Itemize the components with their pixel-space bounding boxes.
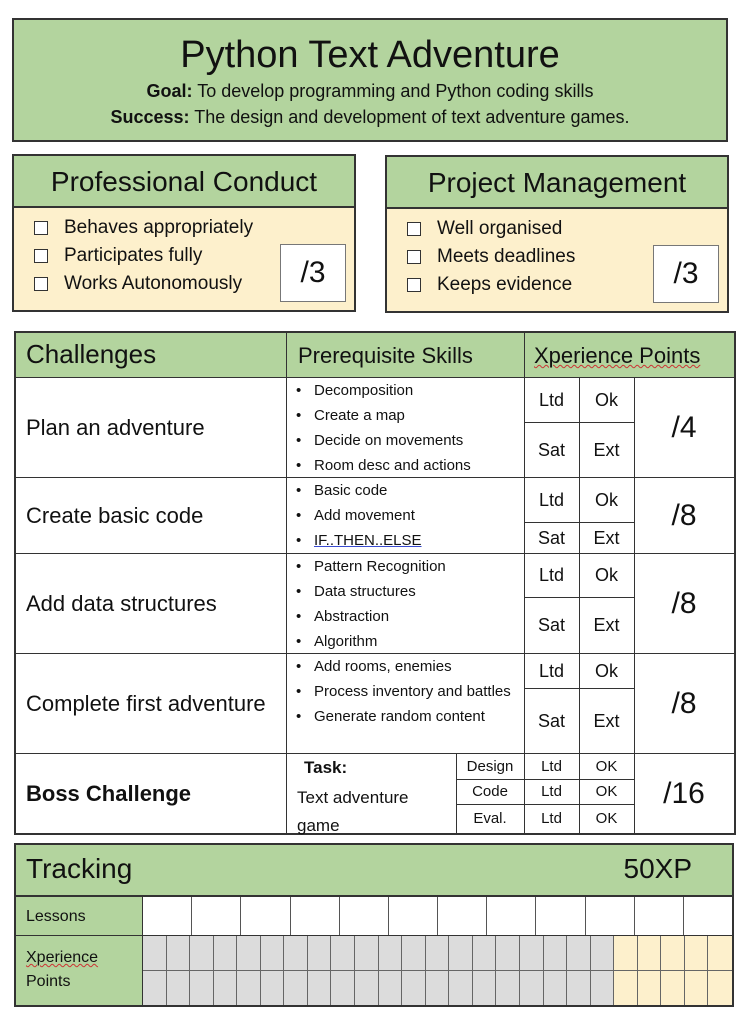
xp-cell[interactable] <box>214 971 238 1006</box>
checkbox-icon[interactable] <box>407 278 421 292</box>
skills-list: • Add rooms, enemies • Process inventory and battles • Generate random content <box>290 654 526 729</box>
xp-cell[interactable] <box>237 971 261 1006</box>
xp-cell[interactable] <box>379 971 403 1006</box>
xp-cell[interactable] <box>167 936 191 971</box>
xp-cell[interactable] <box>284 936 308 971</box>
xp-cell[interactable] <box>261 936 285 971</box>
xp-cell[interactable] <box>567 971 591 1006</box>
professional-conduct-title: Professional Conduct <box>14 156 354 208</box>
tracking-panel <box>14 843 734 1007</box>
xp-row <box>16 936 732 1005</box>
boss-challenge-name: Boss Challenge <box>26 780 192 806</box>
xp-cell[interactable] <box>685 971 709 1006</box>
lesson-cell[interactable] <box>438 897 487 935</box>
tracking-header <box>16 845 732 897</box>
success-text: The design and development of text adventure games. <box>189 107 630 127</box>
management-score-box[interactable]: /3 <box>653 245 719 303</box>
xp-label-line2: Points <box>26 973 71 990</box>
lesson-cell[interactable] <box>340 897 389 935</box>
grade-ltd[interactable]: Ltd <box>538 660 565 681</box>
xp-cell[interactable] <box>708 971 732 1006</box>
challenge-name: Add data structures <box>26 590 217 616</box>
boss-points: /16 <box>663 776 705 810</box>
table-header-row <box>16 333 734 378</box>
xp-cell[interactable] <box>638 971 662 1006</box>
challenge-points: /4 <box>671 411 697 444</box>
xp-cell[interactable] <box>473 936 497 971</box>
xp-cell[interactable] <box>379 936 403 971</box>
boss-row <box>16 754 734 833</box>
skills-list: • Decomposition • Create a map • Decide on movements • Room desc and actions <box>290 378 526 478</box>
xp-cell[interactable] <box>544 936 568 971</box>
xp-cell[interactable] <box>261 971 285 1006</box>
challenge-name: Plan an adventure <box>26 414 205 440</box>
skills-list: • Basic code • Add movement • IF..THEN..ELSE <box>290 478 526 553</box>
xp-cell[interactable] <box>544 971 568 1006</box>
header-panel <box>12 18 728 142</box>
grade-sat[interactable]: Sat <box>537 615 566 635</box>
xp-label <box>16 936 143 1005</box>
professional-conduct-panel <box>12 154 356 312</box>
xp-cell[interactable] <box>591 936 615 971</box>
xp-cell[interactable] <box>284 971 308 1006</box>
grade-ok[interactable]: Ok <box>594 565 618 585</box>
boss-grade-ok[interactable]: OK <box>595 810 618 827</box>
xp-cell[interactable] <box>355 936 379 971</box>
xp-cell[interactable] <box>449 971 473 1006</box>
checkbox-icon[interactable] <box>34 277 48 291</box>
xp-cell[interactable] <box>426 971 450 1006</box>
grade-ltd[interactable]: Ltd <box>538 489 565 510</box>
conduct-item: Behaves appropriately <box>34 214 354 242</box>
lessons-label: Lessons <box>16 897 143 935</box>
challenge-points: /8 <box>671 687 697 720</box>
boss-task-text: Text adventure game <box>297 788 409 835</box>
xp-cell[interactable] <box>143 936 167 971</box>
xp-cell[interactable] <box>402 936 426 971</box>
xp-cell[interactable] <box>567 936 591 971</box>
lesson-cell[interactable] <box>389 897 438 935</box>
grade-ext[interactable]: Ext <box>593 615 620 635</box>
table-row <box>16 378 734 478</box>
xp-cell[interactable] <box>167 971 191 1006</box>
xp-cell[interactable] <box>331 971 355 1006</box>
lesson-cell[interactable] <box>635 897 684 935</box>
skills-list: • Pattern Recognition • Data structures • Abstraction • Algorithm <box>290 554 526 654</box>
xp-cell[interactable] <box>331 936 355 971</box>
lesson-cell[interactable] <box>487 897 536 935</box>
xp-cell[interactable] <box>614 936 638 971</box>
xp-cell[interactable] <box>214 936 238 971</box>
conduct-item: Participates fully <box>34 242 354 270</box>
xp-cell[interactable] <box>143 971 167 1006</box>
boss-grade-ok[interactable]: OK <box>595 758 618 775</box>
xp-label-line1: Xperience <box>26 949 99 966</box>
lesson-cell[interactable] <box>192 897 241 935</box>
lesson-cell[interactable] <box>536 897 585 935</box>
xp-cell[interactable] <box>614 971 638 1006</box>
management-item: Well organised <box>407 215 727 243</box>
boss-criterion-code: Code <box>472 783 508 800</box>
grade-ext[interactable]: Ext <box>593 439 620 460</box>
conduct-score-box[interactable]: /3 <box>280 244 346 302</box>
checkbox-icon[interactable] <box>407 222 421 236</box>
management-item: Keeps evidence <box>407 271 727 299</box>
table-row <box>16 478 734 554</box>
page-title: Python Text Adventure <box>180 34 560 76</box>
lesson-cell[interactable] <box>586 897 635 935</box>
xp-cell[interactable] <box>237 936 261 971</box>
challenge-name: Complete first adventure <box>26 690 266 716</box>
xp-cell[interactable] <box>708 936 732 971</box>
xp-cell[interactable] <box>308 936 332 971</box>
conduct-item: Works Autonomously <box>34 270 354 298</box>
goal-text: To develop programming and Python coding skills <box>192 81 594 101</box>
xp-cell[interactable] <box>355 971 379 1006</box>
xp-cell[interactable] <box>190 971 214 1006</box>
table-row <box>16 654 734 754</box>
challenge-points: /8 <box>671 587 697 620</box>
checkbox-icon[interactable] <box>34 221 48 235</box>
xp-cell[interactable] <box>402 971 426 1006</box>
goal-label: Goal: <box>146 81 193 101</box>
checkbox-icon[interactable] <box>407 250 421 264</box>
grade-sat[interactable]: Sat <box>537 527 566 548</box>
boss-grade-ltd[interactable]: Ltd <box>541 810 562 827</box>
tracking-title: Tracking <box>26 853 133 884</box>
management-item: Meets deadlines <box>407 243 727 271</box>
boss-task-label: Task: <box>304 758 348 777</box>
success-label: Success: <box>110 107 190 127</box>
header-xperience-points: Xperience Points <box>534 343 701 368</box>
lessons-row <box>16 897 732 936</box>
xp-cell[interactable] <box>638 936 662 971</box>
lesson-cell[interactable] <box>241 897 290 935</box>
boss-criterion-eval: Eval. <box>473 810 507 827</box>
success-line <box>14 104 726 130</box>
xp-cell[interactable] <box>426 936 450 971</box>
xp-cell[interactable] <box>520 971 544 1006</box>
tracking-xp-total: 50XP <box>623 853 692 884</box>
grade-sat[interactable]: Sat <box>537 439 566 460</box>
challenge-name: Create basic code <box>26 502 204 528</box>
boss-grade-ok[interactable]: OK <box>595 783 618 800</box>
grade-ltd[interactable]: Ltd <box>538 389 565 410</box>
boss-grade-ltd[interactable]: Ltd <box>541 783 562 800</box>
grade-ok[interactable]: Ok <box>594 489 618 510</box>
grade-ext[interactable]: Ext <box>593 527 620 548</box>
grade-ext[interactable]: Ext <box>593 710 620 731</box>
header-challenges: Challenges <box>26 339 157 369</box>
xp-cell[interactable] <box>190 936 214 971</box>
grade-ltd[interactable]: Ltd <box>538 565 565 585</box>
xp-cell[interactable] <box>591 971 615 1006</box>
lesson-cell[interactable] <box>684 897 732 935</box>
xp-cell[interactable] <box>473 971 497 1006</box>
xp-grid <box>143 936 732 1005</box>
xp-cell[interactable] <box>661 936 685 971</box>
grade-ok[interactable]: Ok <box>594 660 618 681</box>
header-prerequisite-skills: Prerequisite Skills <box>298 343 473 368</box>
project-management-panel <box>385 155 729 313</box>
xp-cell[interactable] <box>685 936 709 971</box>
xp-cell[interactable] <box>496 971 520 1006</box>
goal-line <box>14 78 726 104</box>
xp-cell[interactable] <box>496 936 520 971</box>
checkbox-icon[interactable] <box>34 249 48 263</box>
boss-grade-ltd[interactable]: Ltd <box>541 758 562 775</box>
xp-cell[interactable] <box>661 971 685 1006</box>
grade-ok[interactable]: Ok <box>594 389 618 410</box>
lesson-cell[interactable] <box>291 897 340 935</box>
challenge-points: /8 <box>671 499 697 532</box>
lesson-cell[interactable] <box>143 897 192 935</box>
boss-criterion-design: Design <box>466 758 514 775</box>
project-management-title: Project Management <box>387 157 727 209</box>
xp-cell[interactable] <box>520 936 544 971</box>
challenges-table <box>14 331 736 835</box>
xp-cell[interactable] <box>449 936 473 971</box>
lesson-cells <box>143 897 732 935</box>
table-row <box>16 554 734 654</box>
grade-sat[interactable]: Sat <box>537 710 566 731</box>
xp-cell[interactable] <box>308 971 332 1006</box>
